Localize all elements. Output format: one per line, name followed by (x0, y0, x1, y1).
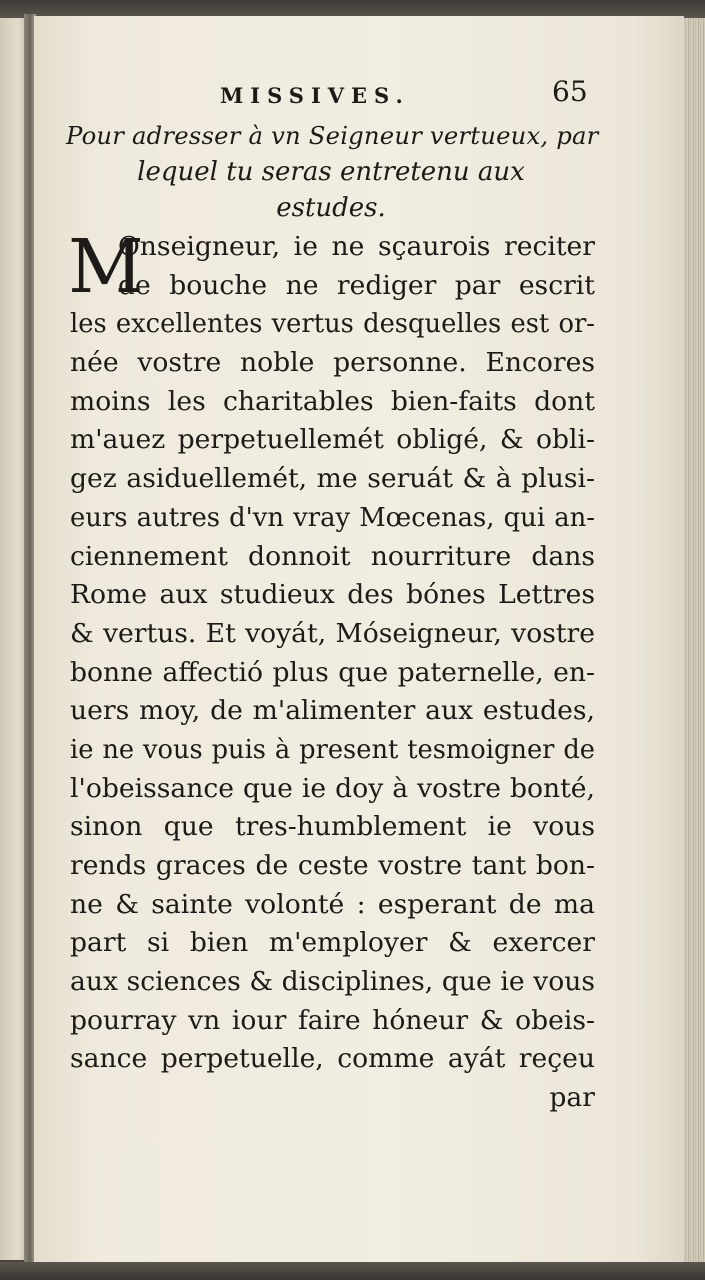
page-number: 65 (552, 75, 588, 108)
body-line: bonne affectió plus que paternelle, en- (70, 656, 595, 688)
catchword: par (549, 1082, 595, 1114)
body-line: Rome aux studieux des bónes Lettres (70, 579, 595, 611)
body-line: moins les charitables bien-faits dont (70, 385, 595, 417)
body-line: m'auez perpetuellemét obligé, & obli- (70, 424, 595, 456)
heading-line: estudes. (276, 193, 386, 223)
body-line: de bouche ne rediger par escrit (118, 269, 595, 301)
body-line: ie ne vous puis à present tesmoigner de (70, 734, 595, 765)
body-line: rends graces de ceste vostre tant bon- (70, 850, 595, 881)
letter-body (68, 224, 595, 1118)
body-line: part si bien m'employer & exercer (70, 927, 595, 959)
letter-heading (66, 118, 599, 226)
book-bottom-edge (0, 1262, 705, 1280)
body-line: les excellentes vertus desquelles est or- (70, 309, 595, 340)
body-line: uers moy, de m'alimenter aux estudes, (70, 695, 595, 727)
body-line: ne & sainte volonté : esperant de ma (70, 888, 595, 920)
heading-line: Pour adresser à vn Seigneur vertueux, par (66, 121, 599, 150)
body-line: l'obeissance que ie doy à vostre bonté, (70, 772, 595, 804)
body-line: pourray vn iour faire hóneur & obeis- (70, 1004, 595, 1036)
page-block-edges (684, 18, 705, 1264)
body-line: Onseigneur, ie ne sçaurois reciter (118, 231, 595, 262)
body-line: eurs autres d'vn vray Mœcenas, qui an- (70, 502, 595, 533)
body-line: sinon que tres-humblement ie vous (70, 811, 595, 843)
body-line: ciennement donnoit nourriture dans (70, 540, 595, 572)
running-head: MISSIVES. (220, 83, 410, 108)
body-line: née vostre noble personne. Encores (70, 347, 595, 379)
body-line: & vertus. Et voyát, Móseigneur, vostre (70, 617, 595, 649)
body-line: gez asiduellemét, me seruát & à plusi- (70, 463, 595, 495)
body-line: sance perpetuelle, comme ayát reçeu (70, 1043, 595, 1075)
drop-capital: M (68, 224, 144, 310)
body-line: aux sciences & disciplines, que ie vous (70, 966, 595, 998)
heading-line: lequel tu seras entretenu aux (137, 157, 525, 187)
